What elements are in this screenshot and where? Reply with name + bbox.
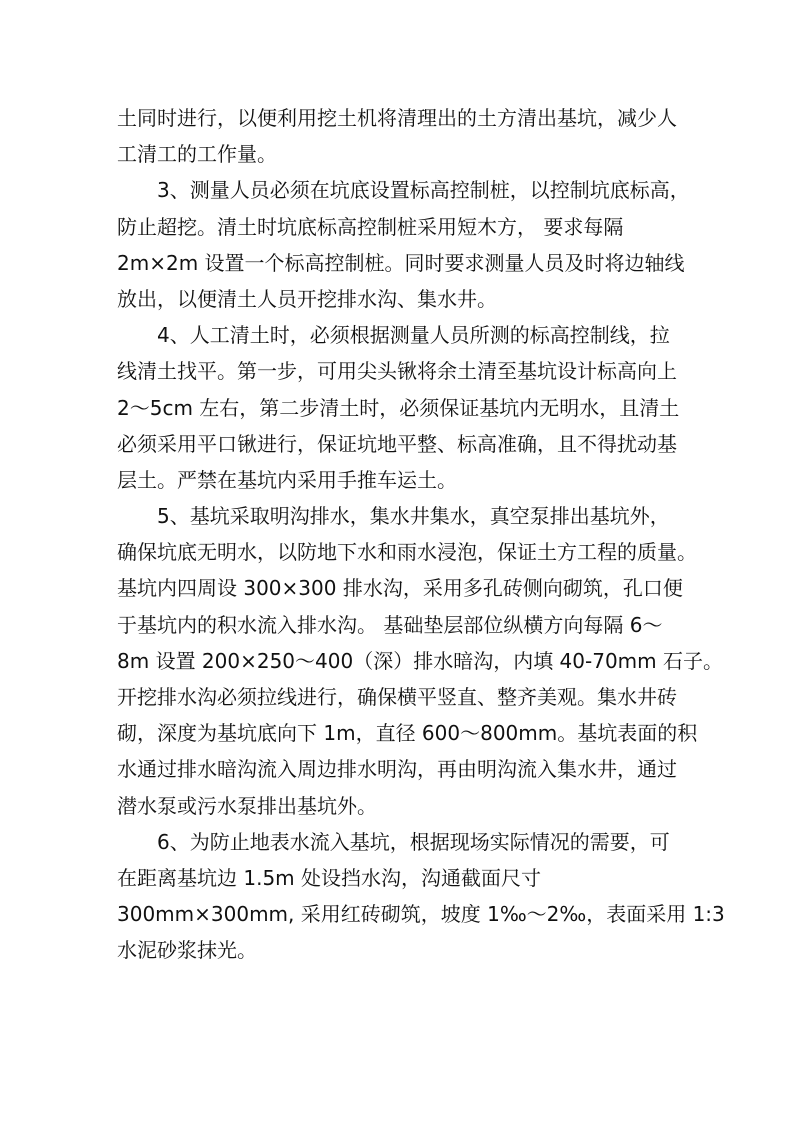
paragraph-item-5 bbox=[117, 498, 723, 824]
paragraph-item-4 bbox=[117, 317, 709, 498]
text-line: 放出，以便清土人员开挖排水沟、集水井。 bbox=[117, 286, 497, 311]
paragraph-continuation bbox=[117, 100, 709, 172]
text-line: 必须采用平口锹进行，保证坑地平整、标高准确，且不得扰动基 bbox=[117, 431, 677, 456]
text-line: 线清土找平。第一步，可用尖头锹将余土清至基坑设计标高向上 bbox=[117, 359, 677, 384]
text-line: 2m×2m 设置一个标高控制桩。同时要求测量人员及时将边轴线 bbox=[117, 250, 685, 275]
text-line: 300mm×300mm, 采用红砖砌筑，坡度 1‰～2‰，表面采用 1:3 bbox=[117, 902, 725, 927]
text-line: 基坑内四周设 300×300 排水沟，采用多孔砖侧向砌筑，孔口便 bbox=[117, 576, 683, 601]
paragraph-item-6 bbox=[117, 824, 725, 969]
text-line: 开挖排水沟必须拉线进行，确保横平竖直、整齐美观。集水井砖 bbox=[117, 685, 677, 709]
text-line: 于基坑内的积水流入排水沟。 基础垫层部位纵横方向每隔 6～ bbox=[117, 612, 663, 637]
text-line: 土同时进行，以便利用挖土机将清理出的土方清出基坑，减少人 bbox=[117, 106, 677, 130]
text-line: 8m 设置 200×250～400（深）排水暗沟，内填 40-70mm 石子。 bbox=[117, 648, 723, 673]
paragraph-item-3 bbox=[117, 172, 709, 317]
text-line: 确保坑底无明水，以防地下水和雨水浸泡，保证土方工程的质量。 bbox=[117, 540, 697, 565]
text-line: 防止超挖。清土时坑底标高控制桩采用短木方， 要求每隔 bbox=[117, 214, 624, 239]
text-line: 水通过排水暗沟流入周边排水明沟，再由明沟流入集水井，通过 bbox=[117, 757, 677, 782]
text-line: 砌，深度为基坑底向下 1m，直径 600～800mm。基坑表面的积 bbox=[117, 721, 698, 746]
text-line: 潜水泵或污水泵排出基坑外。 bbox=[117, 793, 377, 818]
text-line: 层土。严禁在基坑内采用手推车运土。 bbox=[117, 467, 457, 492]
text-line: 4、人工清土时，必须根据测量人员所测的标高控制线，拉 bbox=[157, 323, 670, 348]
text-line: 6、为防止地表水流入基坑，根据现场实际情况的需要，可 bbox=[157, 829, 670, 854]
document-body bbox=[117, 100, 725, 969]
text-line: 在距离基坑边 1.5m 处设挡水沟，沟通截面尺寸 bbox=[117, 865, 542, 890]
text-line: 水泥砂浆抹光。 bbox=[117, 938, 257, 963]
text-line: 2～5cm 左右，第二步清土时，必须保证基坑内无明水，且清土 bbox=[117, 395, 680, 420]
text-line: 3、测量人员必须在坑底设置标高控制桩，以控制坑底标高， bbox=[157, 178, 690, 203]
text-line: 工清工的工作量。 bbox=[117, 142, 277, 167]
text-line: 5、基坑采取明沟排水，集水井集水，真空泵排出基坑外， bbox=[157, 504, 670, 529]
